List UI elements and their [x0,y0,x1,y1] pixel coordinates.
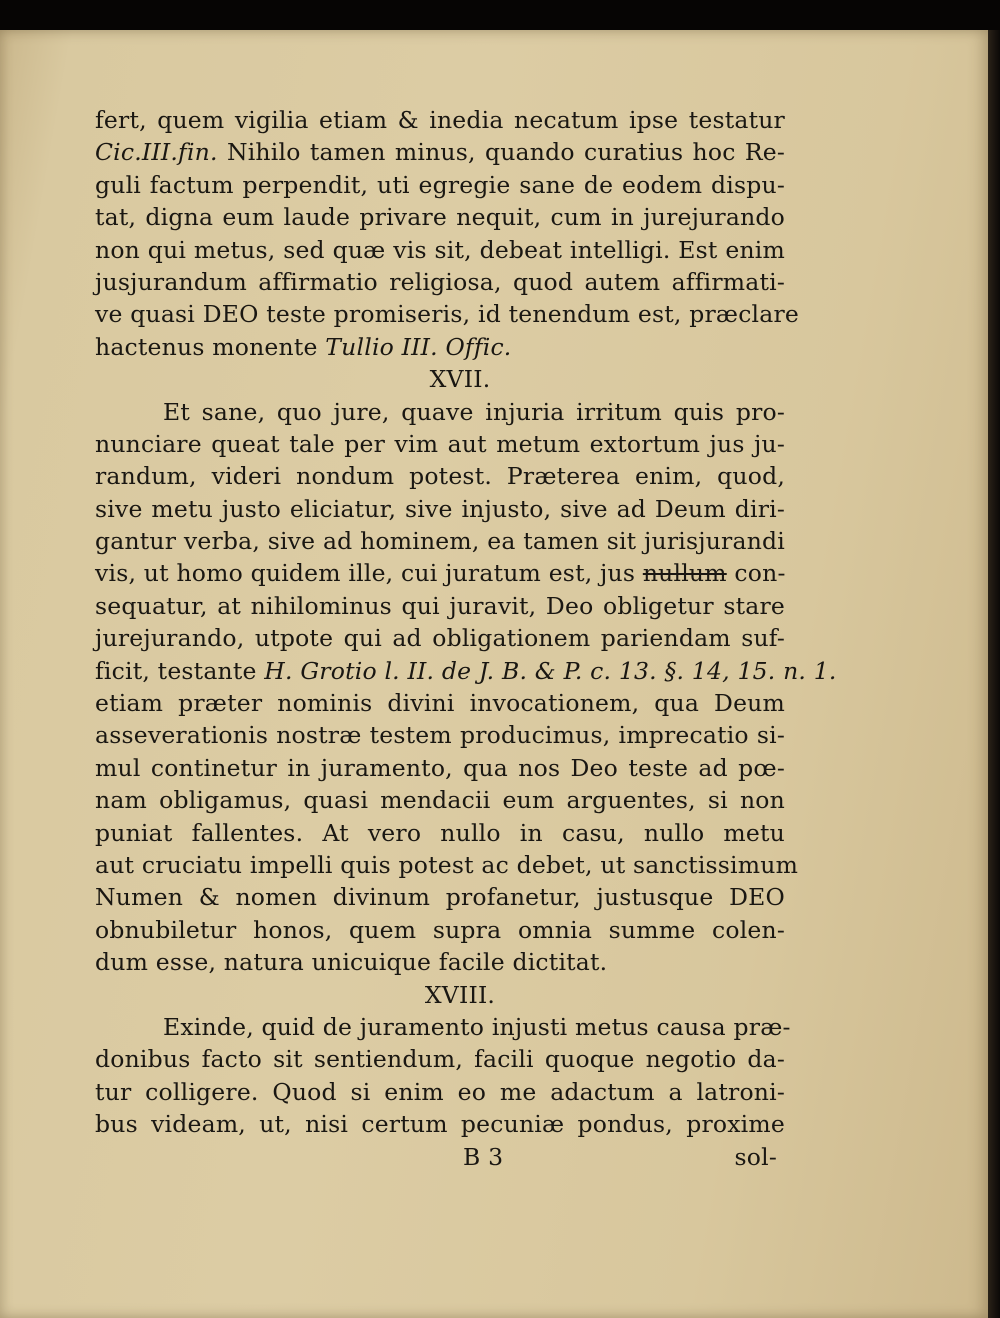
text-line: bus videam, ut, nisi certum pecuniæ pondus, proxime [95,1110,785,1139]
text-line: donibus facto sit sentiendum, facili quoque negotio da- [95,1045,785,1074]
text-line: ficit, testante H. Grotio l. II. de J. B. & P. c. 13. §. 14, 15. n. 1. [95,656,837,685]
text-line: jusjurandum affirmatio religiosa, quod autem affirmati- [95,267,785,296]
text-line: asseverationis nostræ testem producimus, imprecatio si- [95,721,785,750]
catchword: sol- [734,1142,777,1171]
text-line: mul continetur in juramento, qua nos Deo teste ad pœ- [95,753,785,782]
text-line: puniat fallentes. At vero nullo in casu, nullo metu [95,818,785,847]
page-footer [95,1141,785,1173]
text-line: etiam præter nominis divini invocationem, qua Deum [95,689,785,718]
text-line: ve quasi DEO teste promiseris, id tenendum est, præclare [95,300,800,329]
text-line: vis, ut homo quidem ille, cui juratum est, jus nullum con- [95,559,786,588]
text-line: tat, digna eum laude privare nequit, cum in jurejurando [95,203,785,232]
text-line: Cic.III.fin. Nihilo tamen minus, quando curatius hoc Re- [95,138,785,167]
text-line: nam obligamus, quasi mendacii eum arguentes, si non [95,786,785,815]
text-line: sive metu justo eliciatur, sive injusto, sive ad Deum diri- [95,494,785,523]
page-text [95,104,837,1173]
text-line: aut cruciatu impelli quis potest ac debet, ut sanctissimum [95,850,799,879]
text-line: dum esse, natura unicuique facile dictitat. [95,948,608,977]
text-line: randum, videri nondum potest. Præterea enim, quod, [95,462,785,491]
section-heading: XVII. [429,365,491,394]
section-heading: XVIII. [424,980,496,1009]
text-line: obnubiletur honos, quem supra omnia summe colen- [95,915,785,944]
text-line: hactenus monente Tullio III. Offic. [95,332,512,361]
text-line: Et sane, quo jure, quave injuria irritum quis pro- [163,397,785,426]
text-line: Exinde, quid de juramento injusti metus causa præ- [163,1012,791,1041]
text-line: guli factum perpendit, uti egregie sane de eodem dispu- [95,170,785,199]
page-edge [988,30,1000,1318]
text-line: tur colligere. Quod si enim eo me adactum a latroni- [95,1077,785,1106]
text-line: gantur verba, sive ad hominem, ea tamen sit jurisjurandi [95,527,785,556]
text-line: fert, quem vigilia etiam & inedia necatum ipse testatur [95,106,785,134]
text-line: Numen & nomen divinum profanetur, justusque DEO [95,883,785,912]
signature-mark: B 3 [463,1142,504,1171]
text-line: non qui metus, sed quæ vis sit, debeat intelligi. Est enim [95,235,785,264]
text-line: nunciare queat tale per vim aut metum extortum jus ju- [95,429,785,458]
text-line: jurejurando, utpote qui ad obligationem pariendam suf- [95,624,785,653]
text-line: sequatur, at nihilominus qui juravit, Deo obligetur stare [95,591,785,620]
